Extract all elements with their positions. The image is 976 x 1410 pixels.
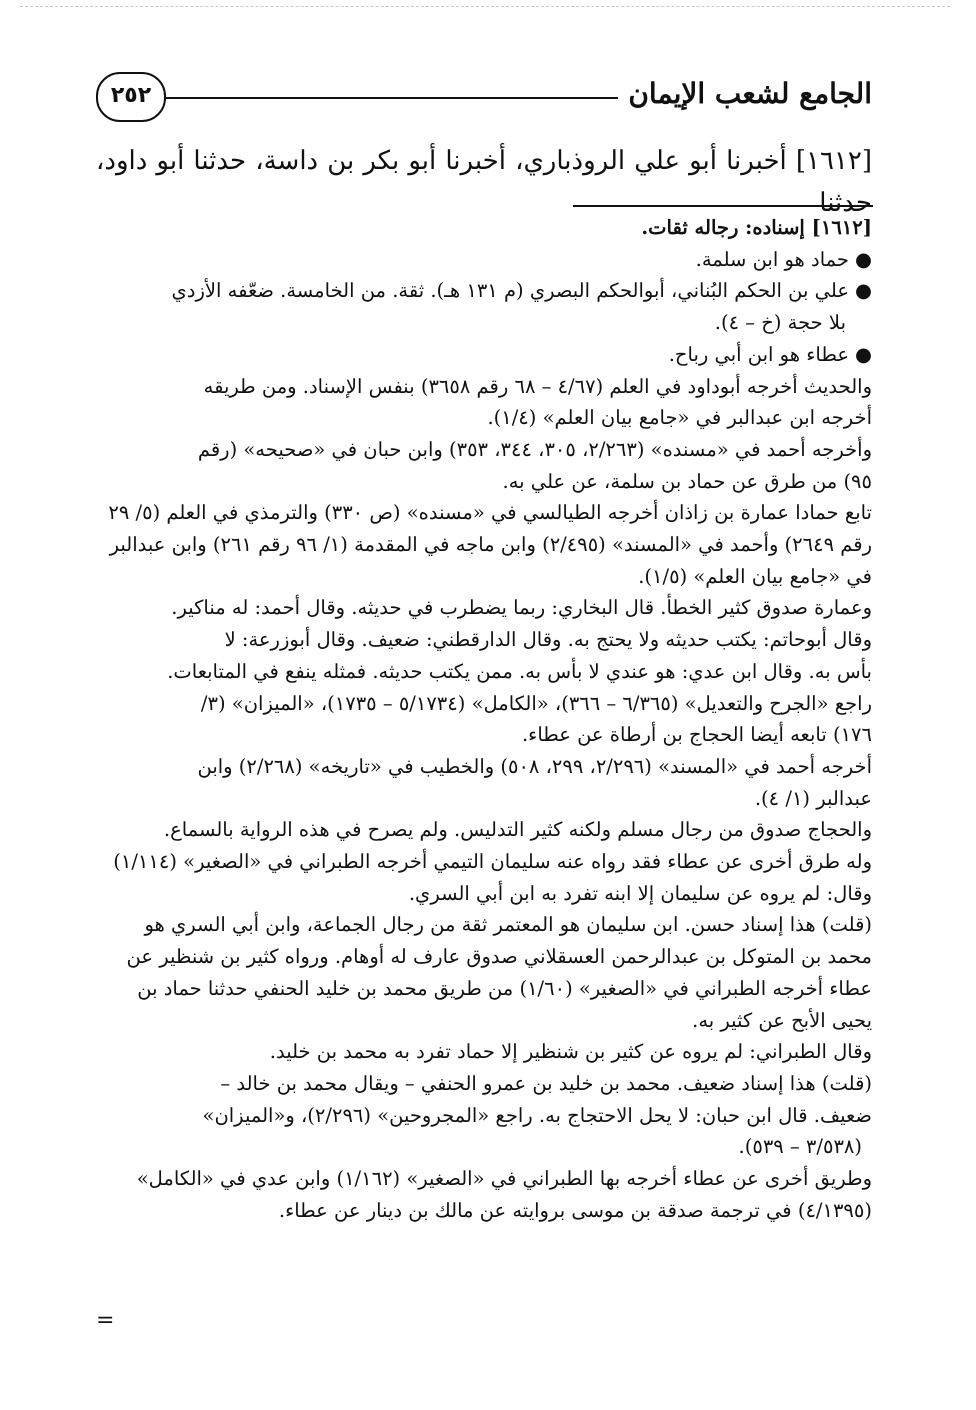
footnote-line [96,244,872,276]
footnote-line [96,466,872,498]
footnote-line [96,402,872,434]
footnote-text: (٤/١٣٩٥) في ترجمة صدقة بن موسى بروايته عن مالك بن دينار عن عطاء. [278,1198,872,1222]
footnote-line [96,275,872,307]
footnote-line [96,1068,872,1100]
footnote-line [96,592,872,624]
footnote-line [96,529,872,561]
footnote-text: وعمارة صدوق كثير الخطأ. قال البخاري: ربما يضطرب في حديثه. وقال أحمد: له مناكير. [171,596,872,620]
footnote-text: [١٦١٢] إسناده: رجاله ثقات. [641,216,872,239]
footnote-line [96,656,872,688]
footnote-text: وله طرق أخرى عن عطاء فقد رواه عنه سليمان التيمي أخرجه الطبراني في «الصغير» (١/١١٤) [113,850,872,874]
footnote-text: رقم ٢٦٤٩) وأحمد في «المسند» (٢/٤٩٥) وابن ماجه في المقدمة (١/ ٩٦ رقم ٢٦١) وابن عبدالبر [109,533,872,557]
bullet-icon: ● [854,342,872,366]
footnote-line [96,719,872,751]
footnote-line [96,1036,872,1068]
footnote-text: ٩٥) من طرق عن حماد بن سلمة، عن علي به. [502,469,872,493]
footnote-line [96,561,872,593]
footnote-line [96,371,872,403]
footnote-text: أخرجه ابن عبدالبر في «جامع بيان العلم» (١/٤). [487,406,872,430]
footnote-text: بلا حجة (خ – ٤). [714,311,846,335]
footnote-line [96,624,872,656]
footnote-line [96,688,872,720]
footnote-line [96,814,872,846]
footnote-line [96,941,872,973]
footnote-text: راجع «الجرح والتعديل» (٦/٣٦٥ – ٣٦٦)، «الكامل» (٥/١٧٣٤ – ١٧٣٥)، «الميزان» (٣/ [200,691,872,715]
footnote-line [96,339,872,371]
footnote-text: بأس به. وقال ابن عدي: هو عندي لا بأس به. ممن يكتب حديثه. فمثله ينفع في المتابعات. [167,659,872,683]
bullet-icon: ● [854,279,872,303]
footnote-text: ضعيف. قال ابن حبان: لا يحل الاحتجاج به. راجع «المجروحين» (٢/٢٩٦)، و«الميزان» [202,1103,872,1127]
footnote-text: (قلت) هذا إسناد ضعيف. محمد بن خليد بن عمرو الحنفي – ويقال محمد بن خالد – [220,1071,872,1095]
footnote-line [96,1163,872,1195]
footnote-text: حماد هو ابن سلمة. [695,247,849,271]
footnote-text: والحديث أخرجه أبوداود في العلم (٤/٦٧ – ٦٨ رقم ٣٦٥٨) بنفس الإسناد. ومن طريقه [203,374,872,398]
footnote-text: عطاء هو ابن أبي رباح. [668,342,849,366]
footnote-text: (٣/٥٣٨ – ٥٣٩). [738,1135,862,1159]
footnote-text: عطاء أخرجه الطبراني في «الصغير» (١/٦٠) من طريق محمد بن خليد الحنفي حدثنا حماد بن [137,976,872,1000]
footnote-text: عبدالبر (١/ ٤). [754,786,872,810]
footnote-text: والحجاج صدوق من رجال مسلم ولكنه كثير التدليس. ولم يصرح في هذه الرواية بالسماع. [163,818,872,842]
footnote-text: وقال الطبراني: لم يروه عن كثير بن شنظير إلا حماد تفرد به محمد بن خليد. [269,1040,872,1064]
footnote-text: وطريق أخرى عن عطاء أخرجه بها الطبراني في «الصغير» (١/١٦٢) وابن عدي في «الكامل» [136,1167,872,1191]
page-number: ٢٥٢ [96,72,166,122]
footnote-text: يحيى الأبح عن كثير به. [692,1008,872,1032]
footnote-separator [573,205,873,207]
running-header [96,62,872,128]
footnote-line [96,1131,872,1163]
footnote-text: ١٧٦) تابعه أيضا الحجاج بن أرطاة عن عطاء. [521,723,872,747]
bullet-icon: ● [854,247,872,271]
footnote-line [96,751,872,783]
footnote-line [96,307,872,339]
footnote-text: علي بن الحكم البُناني، أبوالحكم البصري (م ١٣١ هـ). ثقة. من الخامسة. ضعّفه الأزدي [171,279,849,303]
continuation-mark: = [96,1308,115,1333]
footnote-text: تابع حمادا عمارة بن زاذان أخرجه الطيالسي في «مسنده» (ص ٣٣٠) والترمذي في العلم (٥/ ٢٩ [108,501,872,525]
footnote-text: وأخرجه أحمد في «مسنده» (٢/٢٦٣، ٣٠٥، ٣٤٤، ٣٥٣) وابن حبان في «صحيحه» (رقم [197,437,872,461]
footnote-line [96,212,872,244]
footnote-line [96,973,872,1005]
footnote-text: أخرجه أحمد في «المسند» (٢/٢٩٦، ٢٩٩، ٥٠٨) والخطيب في «تاريخه» (٢/٢٦٨) وابن [197,754,872,778]
scan-edge-line [20,6,950,7]
footnotes [96,212,872,1227]
book-title: الجامع لشعب الإيمان [628,77,872,110]
footnote-text: وقال أبوحاتم: يكتب حديثه ولا يحتج به. وقال الدارقطني: ضعيف. وقال أبوزرعة: لا [224,628,872,652]
main-text: [١٦١٢] أخبرنا أبو علي الروذباري، أخبرنا أبو بكر بن داسة، حدثنا أبو داود، حدثنا [96,146,872,218]
footnote-text: وقال: لم يروه عن سليمان إلا ابنه تفرد به ابن أبي السري. [408,881,872,905]
footnote-line [96,497,872,529]
footnote-line [96,783,872,815]
header-rule [166,97,618,99]
footnote-line [96,1100,872,1132]
footnote-text: في «جامع بيان العلم» (١/٥). [638,564,872,588]
footnote-text: محمد بن المتوكل بن عبدالرحمن العسقلاني صدوق عارف له أوهام. ورواه كثير بن شنظير عن [126,945,872,969]
footnote-line [96,434,872,466]
footnote-line [96,1195,872,1227]
footnote-text: (قلت) هذا إسناد حسن. ابن سليمان هو المعتمر ثقة من رجال الجماعة، وابن أبي السري هو [144,913,872,937]
footnote-line [96,846,872,878]
footnote-line [96,1005,872,1037]
footnote-line [96,909,872,941]
footnote-line [96,878,872,910]
